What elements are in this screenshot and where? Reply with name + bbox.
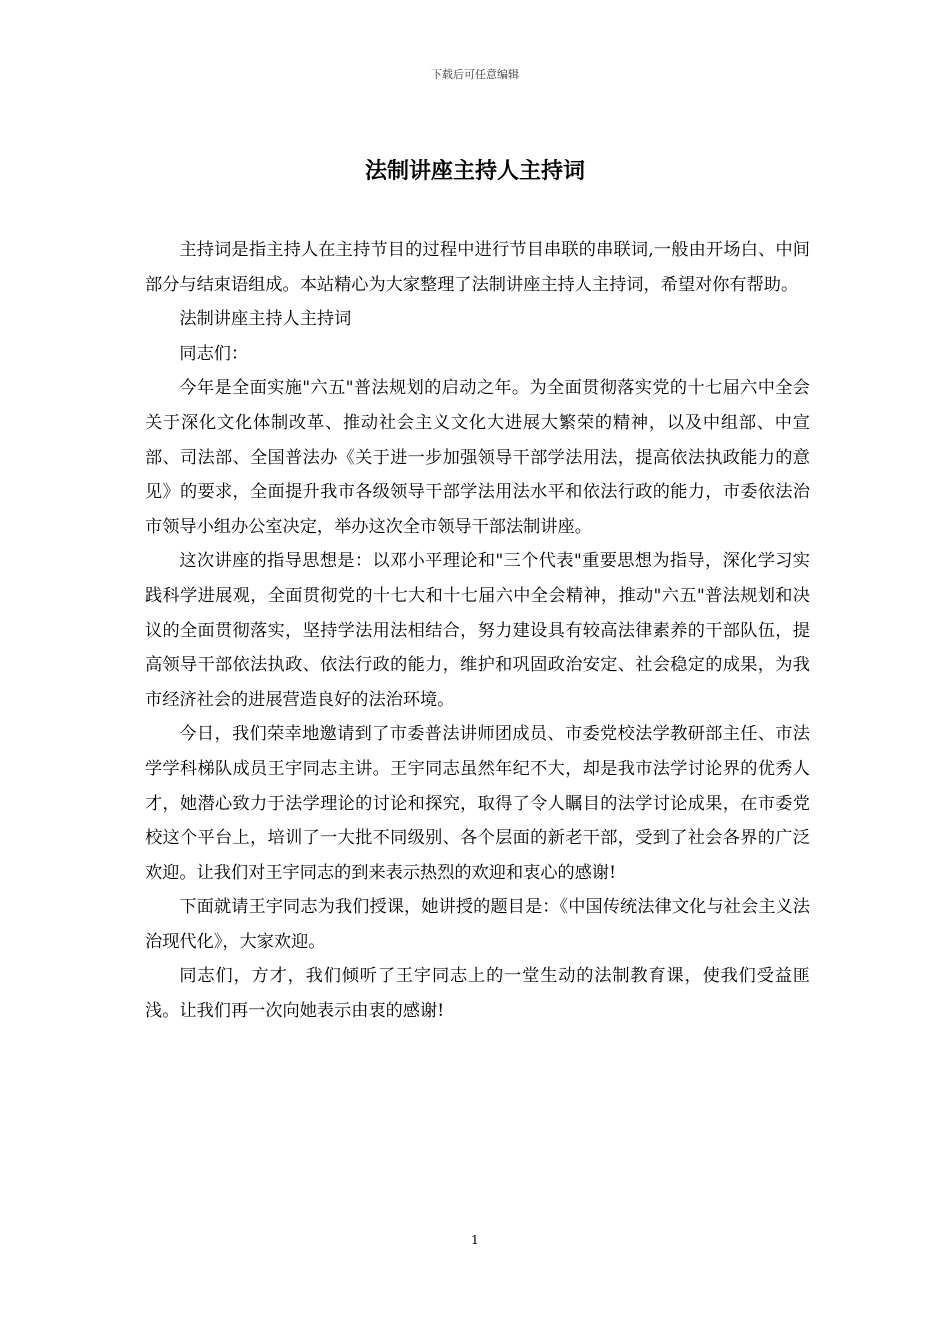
- paragraph-salutation: 同志们：: [179, 343, 249, 364]
- paragraph-guiding-thought: 这次讲座的指导思想是：以邓小平理论和"三个代表"重要思想为指导，深化学习实践科学进展观，全面贯彻党的十七大和十七届六中全会精神，推动"六五"普法规划和决议的全面贯彻落实，坚持学法用法相结合，努力建设具有较高法律素养的干部队伍，提高领导干部依法执政、依法行政的能力，维护和巩固政治安定、社会稳定的成果，为我市经济社会的进展营造良好的法治环境。: [145, 551, 810, 710]
- paragraph-closing: 同志们，方才，我们倾听了王宇同志上的一堂生动的法制教育课，使我们受益匪浅。让我们再一次向她表示由衷的感谢!: [145, 966, 810, 1022]
- paragraph-intro: 主持词是指主持人在主持节目的过程中进行节目串联的串联词,一般由开场白、中间部分与结束语组成。本站精心为大家整理了法制讲座主持人主持词，希望对你有帮助。: [145, 240, 810, 295]
- document-body: [145, 233, 810, 1029]
- page-number: 1: [471, 1233, 479, 1247]
- paragraph-subtitle: 法制讲座主持人主持词: [179, 309, 352, 330]
- paragraph-lecture-topic: 下面就请王宇同志为我们授课，她讲授的题目是：《中国传统法律文化与社会主义法治现代化》，大家欢迎。: [145, 897, 810, 952]
- page-header-note: 下载后可任意编辑: [431, 68, 519, 81]
- paragraph-opening: 今年是全面实施"六五"普法规划的启动之年。为全面贯彻落实党的十七届六中全会关于深化文化体制改革、推动社会主义文化大进展大繁荣的精神，以及中组部、中宣部、司法部、全国普法办《关于进一步加强领导干部学法用法，提高依法执政能力的意见》的要求，全面提升我市各级领导干部学法用法水平和依法行政的能力，市委依法治市领导小组办公室决定，举办这次全市领导干部法制讲座。: [145, 378, 810, 537]
- paragraph-speaker-intro: 今日，我们荣幸地邀请到了市委普法讲师团成员、市委党校法学教研部主任、市法学学科梯队成员王宇同志主讲。王宇同志虽然年纪不大，却是我市法学讨论界的优秀人才，她潜心致力于法学理论的讨论和探究，取得了令人瞩目的法学讨论成果，在市委党校这个平台上，培训了一大批不同级别、各个层面的新老干部，受到了社会各界的广泛欢迎。让我们对王宇同志的到来表示热烈的欢迎和衷心的感谢!: [145, 724, 810, 883]
- document-title: 法制讲座主持人主持词: [364, 158, 585, 184]
